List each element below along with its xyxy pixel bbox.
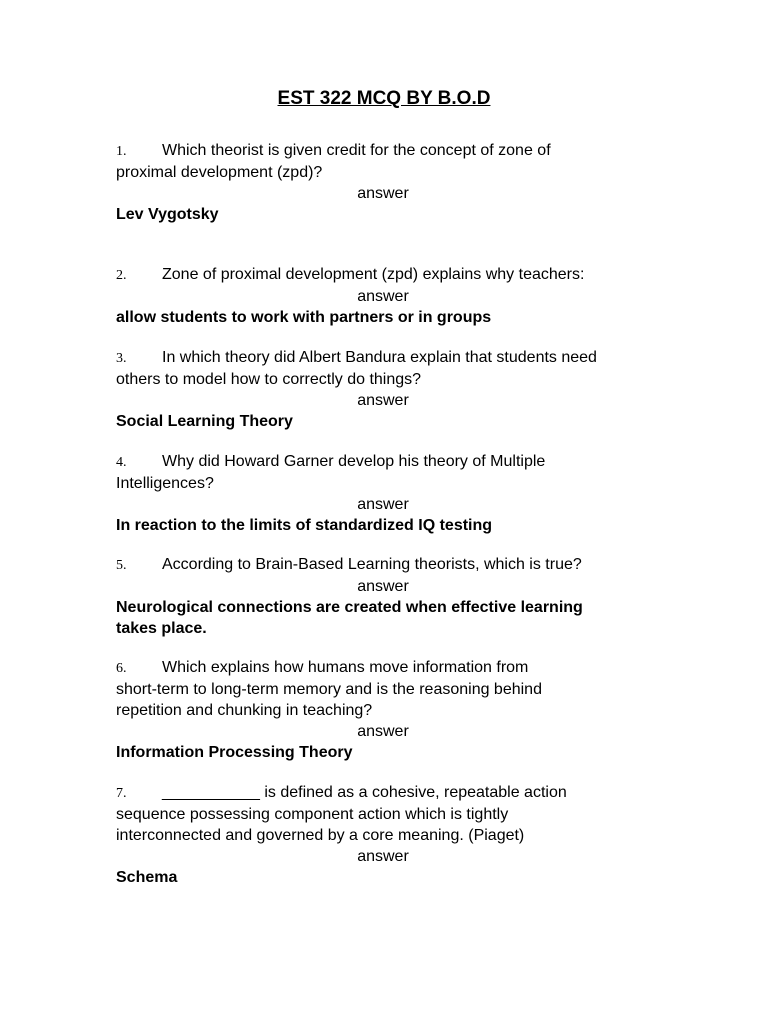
question-number: 4.	[116, 455, 127, 470]
question-6	[116, 657, 646, 763]
question-5	[116, 554, 646, 639]
question-text-line: sequence possessing component action which is tightly	[116, 806, 509, 823]
answer-text: In reaction to the limits of standardized IQ testing	[116, 517, 493, 534]
answer-label: answer	[357, 288, 409, 305]
question-text-line: 4. Why did Howard Garner develop his theory of Multiple	[116, 451, 646, 473]
question-text-line: repetition and chunking in teaching?	[116, 702, 373, 719]
answer-label: answer	[357, 848, 409, 865]
question-7	[116, 782, 646, 888]
answer-text: Schema	[116, 869, 178, 886]
question-4	[116, 451, 646, 536]
answer-text: allow students to work with partners or in groups	[116, 309, 492, 326]
question-text-line: 5. According to Brain-Based Learning theorists, which is true?	[116, 554, 646, 576]
question-text-line: Intelligences?	[116, 475, 214, 492]
question-text-line: 7. ___________ is defined as a cohesive, repeatable action	[116, 782, 646, 804]
answer-text: Neurological connections are created when effective learning	[116, 599, 583, 616]
question-text-line: 3. In which theory did Albert Bandura explain that students need	[116, 347, 646, 369]
question-text-line: 6. Which explains how humans move information from	[116, 657, 646, 679]
answer-text: Lev Vygotsky	[116, 206, 219, 223]
page-title: EST 322 MCQ BY B.O.D	[277, 88, 491, 109]
question-text-line: short-term to long-term memory and is the reasoning behind	[116, 681, 542, 698]
question-text-line: 1. Which theorist is given credit for the concept of zone of	[116, 140, 646, 162]
answer-label: answer	[357, 723, 409, 740]
question-text-line: others to model how to correctly do things?	[116, 371, 422, 388]
question-number: 2.	[116, 268, 127, 283]
question-number: 5.	[116, 558, 127, 573]
question-1	[116, 140, 646, 225]
question-number: 1.	[116, 144, 127, 159]
answer-label: answer	[357, 392, 409, 409]
answer-text: takes place.	[116, 620, 207, 637]
answer-label: answer	[357, 185, 409, 202]
question-text-line: 2. Zone of proximal development (zpd) explains why teachers:	[116, 264, 646, 286]
answer-label: answer	[357, 578, 409, 595]
answer-label: answer	[357, 496, 409, 513]
question-number: 7.	[116, 786, 127, 801]
answer-text: Information Processing Theory	[116, 744, 353, 761]
question-number: 3.	[116, 351, 127, 366]
question-text-line: interconnected and governed by a core meaning. (Piaget)	[116, 827, 525, 844]
question-2	[116, 264, 646, 328]
question-text-line: proximal development (zpd)?	[116, 164, 323, 181]
answer-text: Social Learning Theory	[116, 413, 293, 430]
question-3	[116, 347, 646, 432]
question-number: 6.	[116, 661, 127, 676]
